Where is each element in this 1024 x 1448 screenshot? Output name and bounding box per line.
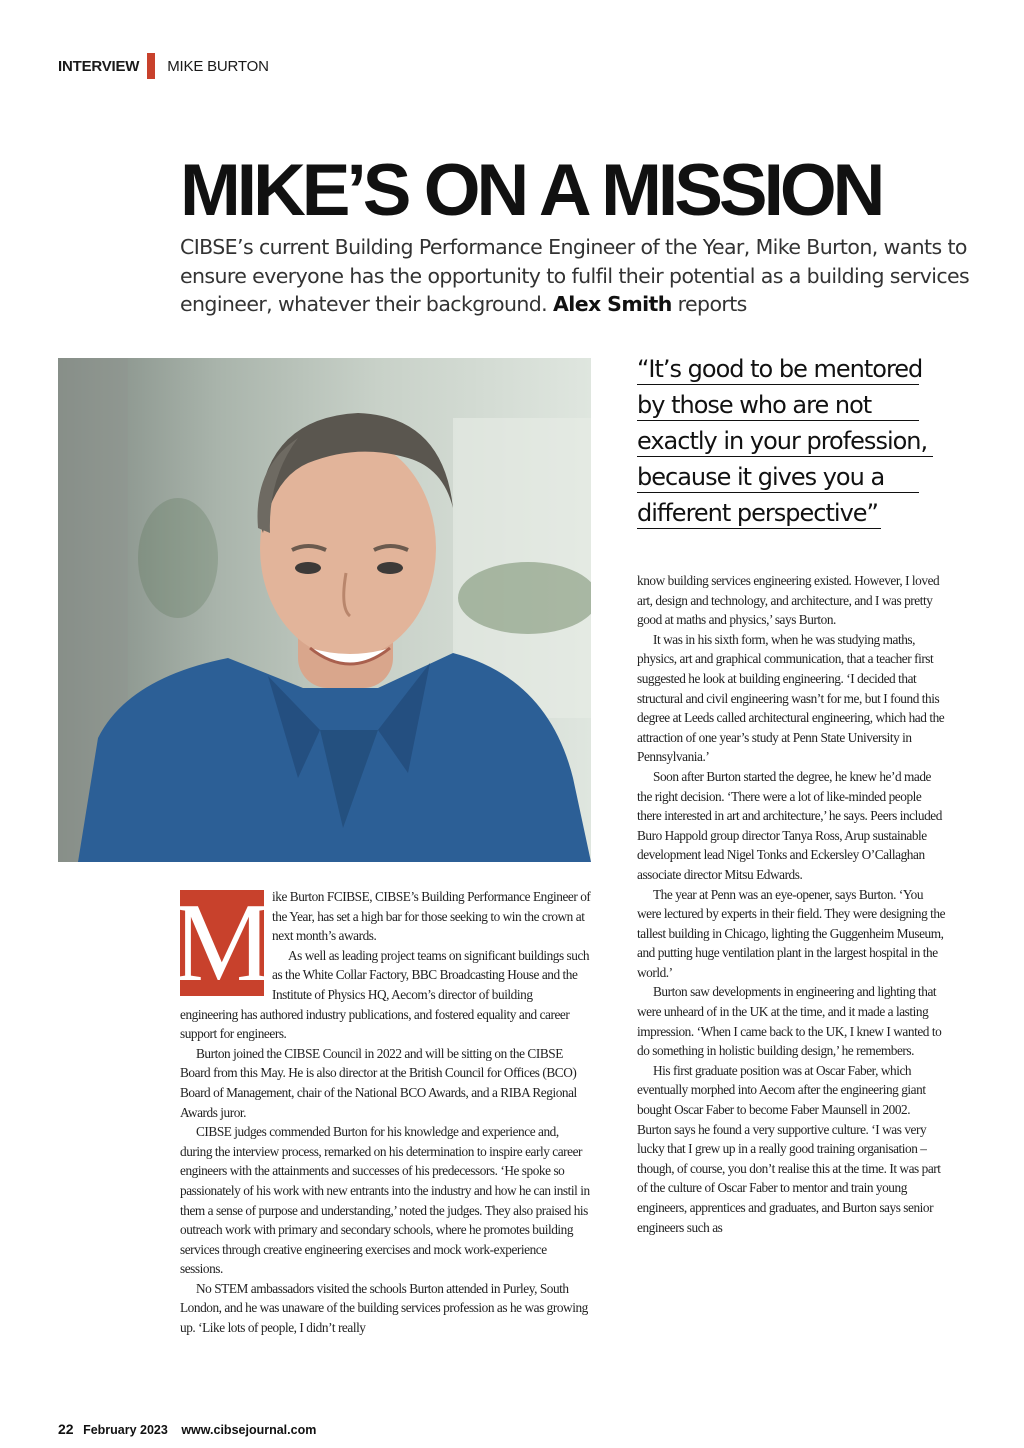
body-paragraph: Soon after Burton started the degree, he knew he’d made the right decision. ‘There were a lot of like-minded people there interested in art and architecture,’ he says. Peers included Buro Happold group director Tanya Ross, Arup sustainable development lead Nigel Tonks and Eckersley O’Callaghan associate director Mitsu Edwards.	[637, 768, 942, 882]
body-paragraph: His first graduate position was at Oscar Faber, which eventually morphed into Aecom after the engineering giant bought Oscar Faber to become Faber Maunsell in 2002. Burton says he found a very supportive culture. ‘I was very lucky that I grew up in a really good training organisation – though, of course, you don’t realise this at the time. It was part of the culture of Oscar Faber to mentor and train young engineers, apprentices and graduates, and Burton says senior engineers such as	[637, 1062, 941, 1235]
portrait-photo	[58, 358, 591, 862]
portrait-illustration	[58, 358, 591, 862]
section-label: INTERVIEW	[58, 57, 140, 75]
section-divider-bar	[147, 53, 155, 79]
body-paragraph: As well as leading project teams on significant buildings such as the White Collar Factory, BBC Broadcasting House and the Institute of Physics HQ, Aecom’s director of building engineering has authored industry publications, and fostered equality and career support for engineers.	[180, 947, 590, 1042]
body-paragraph: The year at Penn was an eye-opener, says Burton. ‘You were lectured by experts in their field. They were designing the tallest building in Chicago, lighting the Guggenheim Museum, and putting huge ventilation plant in the largest hospital in the world.’	[637, 886, 946, 980]
byline-name: Alex Smith	[553, 292, 672, 316]
byline-suffix: reports	[677, 292, 747, 316]
body-paragraph: It was in his sixth form, when he was studying maths, physics, art and graphical communication, that a teacher first suggested he look at building engineering. ‘I decided that structural and civil engineering wasn’t for me, but I found this degree at Leeds called architectural engineering, which had the attraction of one year’s study at Penn State University in Pennsylvania.’	[637, 631, 945, 765]
pull-quote-line: “It’s good to be mentored	[637, 350, 919, 385]
journal-url: www.cibsejournal.com	[181, 1423, 317, 1437]
pull-quote-line: because it gives you a	[637, 458, 919, 493]
interview-subject-label: MIKE BURTON	[167, 57, 269, 75]
issue-date: February 2023	[83, 1423, 168, 1437]
page-footer	[58, 1421, 316, 1437]
running-head	[58, 52, 269, 80]
body-paragraph: Burton saw developments in engineering and lighting that were unheard of in the UK at the time, and it made a lasting impression. ‘When I came back to the UK, I knew I wanted to do something in holistic building design,’ he remembers.	[637, 984, 942, 1059]
body-column-right	[637, 571, 947, 1237]
body-paragraph: CIBSE judges commended Burton for his knowledge and experience and, during the interview process, remarked on his determination to inspire early career engineers with the attainments and successes of his predecessors. ‘He spoke so passionately of his work with new entrants into the industry and how he can instil in them a sense of purpose and understanding,’ noted the judges. They also praised his outreach work with primary and secondary schools, where he promotes building services through creative engineering exercises and mock work-experience sessions.	[180, 1124, 590, 1277]
pull-quote	[637, 350, 937, 530]
pull-quote-line: by those who are not	[637, 386, 919, 421]
article-headline: MIKE’S ON A MISSION	[180, 150, 882, 231]
body-paragraph: Burton joined the CIBSE Council in 2022 and will be sitting on the CIBSE Board from this May. He is also director at the British Council for Offices (BCO) Board of Management, chair of the National BCO Awards, and a RIBA Regional Awards juror.	[180, 1045, 577, 1120]
standfirst	[180, 233, 970, 319]
standfirst-text: CIBSE’s current Building Performance Engineer of the Year, Mike Burton, wants to ensure everyone has the opportunity to fulfil their potential as a building services engineer, whatever their background.	[180, 235, 970, 316]
pull-quote-line: different perspective”	[637, 494, 881, 529]
body-paragraph: know building services engineering existed. However, I loved art, design and technology, and architecture, and I was pretty good at maths and physics,’ says Burton.	[637, 573, 940, 628]
body-paragraph: ike Burton FCIBSE, CIBSE’s Building Performance Engineer of the Year, has set a high bar for those seeking to win the crown at next month’s awards.	[272, 889, 591, 944]
drop-cap: M	[172, 881, 272, 1005]
body-column-left	[172, 881, 592, 1338]
page-number: 22	[58, 1421, 74, 1437]
pull-quote-line: exactly in your profession,	[637, 422, 933, 457]
body-paragraph: No STEM ambassadors visited the schools Burton attended in Purley, South London, and he was unaware of the building services profession as he was growing up. ‘Like lots of people, I didn’t really	[180, 1280, 588, 1336]
